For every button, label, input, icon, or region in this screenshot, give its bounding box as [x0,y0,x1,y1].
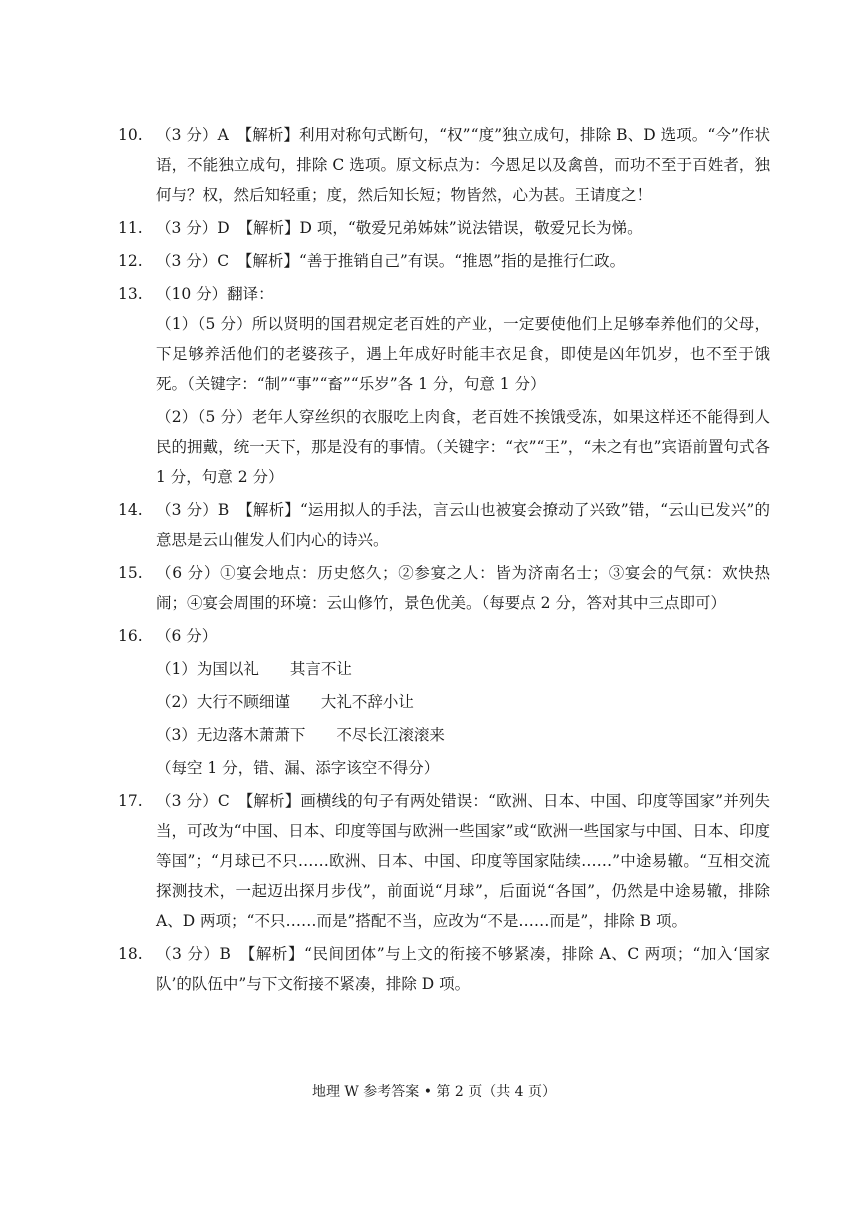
item-number: 14. [118,501,143,519]
item-text: （3 分）A 【解析】利用对称句式断句，“权”“度”独立成句，排除 B、D 选项。“今”作状语，不能独立成句，排除 C 选项。原文标点为：今恩足以及禽兽，而功不至于百姓者，独何与？权，然后知轻重；度，然后知长短；物皆然，心为甚。王请度之！ [156,126,770,204]
item-heading: （10 分）翻译： [156,285,274,303]
answer-item-11 [118,213,770,243]
sub-answer: （2）（5 分）老年人穿丝织的衣服吃上肉食，老百姓不挨饿受冻，如果这样还不能得到人民的拥戴，统一天下，那是没有的事情。（关键字：“衣”“王”，“未之有也”宾语前置句式各 1 分，句意 2 分） [156,408,770,486]
item-number: 10. [118,126,143,144]
answer-item-13 [118,279,770,492]
answer-item-14 [118,495,770,555]
item-number: 18. [118,945,143,963]
item-number: 12. [118,252,143,270]
item-text: （6 分）①宴会地点：历史悠久；②参宴之人：皆为济南名士；③宴会的气氛：欢快热闹；④宴会周围的环境：云山修竹，景色优美。（每要点 2 分，答对其中三点即可） [156,564,770,612]
answer-item-18 [118,939,770,999]
answer-list [118,120,770,1002]
item-text: （3 分）C 【解析】“善于推销自己”有误。“推恩”指的是推行仁政。 [156,252,626,270]
page-footer: 地理 W 参考答案 • 第 2 页（共 4 页） [311,1084,557,1100]
sub-answer: （1）（5 分）所以贤明的国君规定老百姓的产业，一定要使他们上足够奉养他们的父母，下足够养活他们的老婆孩子，遇上年成好时能丰衣足食，即使是凶年饥岁，也不至于饿死。（关键字：“制”“事”“畜”“乐岁”各 1 分，句意 1 分） [156,315,770,393]
item-number: 11. [118,219,143,237]
answer-item-10 [118,120,770,210]
sub-answer: （2）大行不顾细谨 大礼不辞小让 [156,693,414,711]
sub-answer: （3）无边落木萧萧下 不尽长江滚滚来 [156,726,445,744]
sub-answer: （1）为国以礼 其言不让 [156,660,352,678]
answer-item-12 [118,246,770,276]
item-text: （3 分）B 【解析】“民间团体”与上文的衔接不够紧凑，排除 A、C 两项；“加入‘国家队’的队伍中”与下文衔接不紧凑，排除 D 项。 [156,945,770,993]
item-number: 15. [118,564,143,582]
scoring-note: （每空 1 分，错、漏、添字该空不得分） [156,759,440,777]
answer-item-15 [118,558,770,618]
item-text: （3 分）D 【解析】D 项，“敬爱兄弟姊妹”说法错误，敬爱兄长为悌。 [156,219,643,237]
item-text: （3 分）C 【解析】画横线的句子有两处错误：“欧洲、日本、中国、印度等国家”并列失当，可改为“中国、日本、印度等国与欧洲一些国家”或“欧洲一些国家与中国、日本、印度等国”；“月球已不只……欧洲、日本、中国、印度等国家陆续……”中途易辙。“互相交流探测技术，一起迈出探月步伐”，前面说“月球”，后面说“各国”，仍然是中途易辙，排除 A、D 两项；“不只……而是”搭配不当，应改为“不是……而是”，排除 B 项。 [156,792,770,930]
item-heading: （6 分） [156,627,218,645]
item-number: 13. [118,285,143,303]
item-number: 16. [118,627,143,645]
item-text: （3 分）B 【解析】“运用拟人的手法，言云山也被宴会撩动了兴致”错，“云山已发兴”的意思是云山催发人们内心的诗兴。 [156,501,770,549]
answer-item-16 [118,621,770,783]
item-number: 17. [118,792,143,810]
answer-item-17 [118,786,770,936]
